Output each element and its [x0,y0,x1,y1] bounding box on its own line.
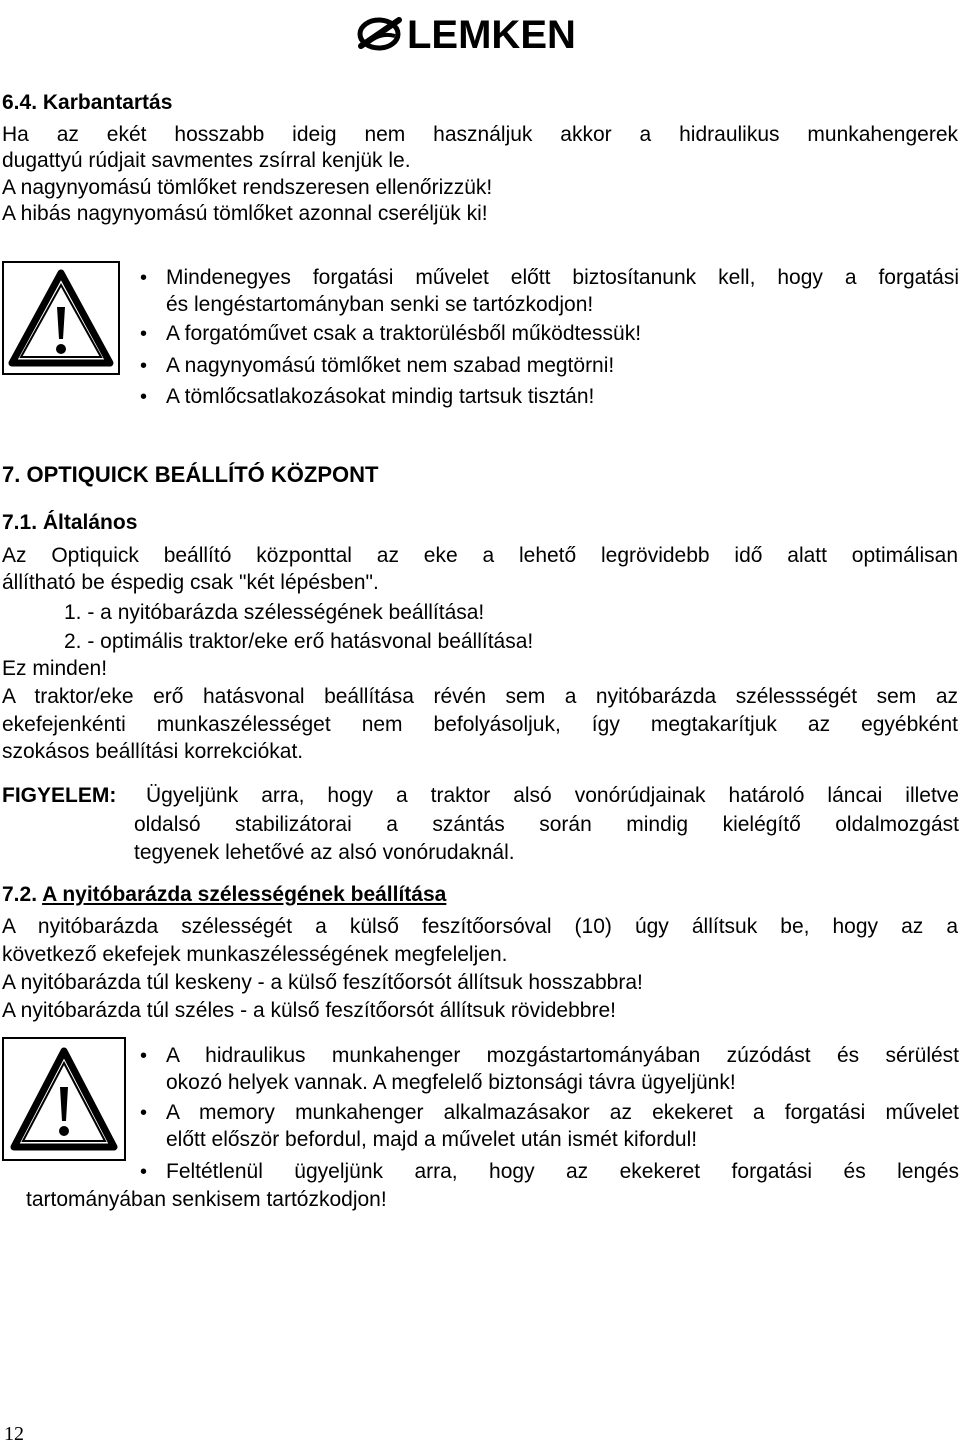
step-item: 1. - a nyitóbarázda szélességének beállítása! [64,601,485,624]
lemken-logo-mark [355,12,607,64]
paragraph-line: A nyitóbarázda túl széles - a külső feszítőorsót állítsuk rövidebbre! [2,999,616,1022]
bullet-icon: • [140,1102,148,1124]
warning-item: A nagynyomású tömlőket nem szabad megtörni! [166,354,615,377]
warning-item: tartományában senkisem tartózkodjon! [26,1188,387,1211]
paragraph-line: A nyitóbarázda túl keskeny - a külső feszítőorsót állítsuk hosszabbra! [2,971,643,994]
warning-item: előtt először befordul, majd a művelet után ismét kifordul! [166,1128,698,1151]
section-heading-7-2 [2,881,446,909]
bullet-icon: • [140,1161,148,1183]
section-heading-7-1: 7.1. Általános [2,511,138,534]
attention-text: Ügyeljünk arra, hogy a traktor alsó vonórúdjainak határoló láncai illetve [146,784,959,807]
paragraph-line: ekefejenkénti munkaszélességet nem befolyásoljuk, így megtakarítjuk az egyébként [2,713,958,736]
paragraph-line: állítható be éspedig csak "két lépésben". [2,571,379,594]
attention-text: tegyenek lehetővé az alsó vonórudaknál. [134,841,515,864]
bullet-icon: • [140,323,148,345]
paragraph-line: Ha az ekét hosszabb ideig nem használjuk akkor a hidraulikus munkahengerek [2,123,958,146]
warning-item: A memory munkahenger alkalmazásakor az ekekeret a forgatási művelet [166,1101,959,1124]
paragraph-line: Ez minden! [2,657,108,680]
attention-label: FIGYELEM: [2,784,117,807]
warning-item: és lengéstartományban senki se tartózkodjon! [166,293,594,316]
warning-item: okozó helyek vannak. A megfelelő biztonsági távra ügyeljünk! [166,1071,736,1094]
warning-triangle-icon [4,263,118,373]
paragraph-line: szokásos beállítási korrekciókat. [2,740,304,763]
section-heading-7: 7. OPTIQUICK BEÁLLÍTÓ KÖZPONT [2,462,379,487]
paragraph-line: A traktor/eke erő hatásvonal beállítása révén sem a nyitóbarázda szélessségét sem az [2,685,958,708]
section-number: 7.2. [2,883,43,906]
step-item: 2. - optimális traktor/eke erő hatásvonal beállítása! [64,630,534,653]
section-title: A nyitóbarázda szélességének beállítása [42,883,447,906]
paragraph-line: Az Optiquick beállító központtal az eke a lehető legrövidebb idő alatt optimálisan [2,544,958,567]
warning-box [2,261,120,375]
section-heading-6-4: 6.4. Karbantartás [2,91,173,114]
warning-box [2,1037,126,1161]
paragraph-line: A nyitóbarázda szélességét a külső feszítőorsóval (10) úgy állítsuk be, hogy az a [2,915,958,938]
bullet-icon: • [140,386,148,408]
warning-triangle-icon [4,1039,124,1159]
bullet-icon: • [140,267,148,289]
warning-item: Mindenegyes forgatási művelet előtt biztosítanunk kell, hogy a forgatási [166,266,959,289]
attention-text: oldalsó stabilizátorai a szántás során mindig kielégítő oldalmozgást [134,813,959,836]
page-number: 12 [4,1423,24,1445]
paragraph-line: A nagynyomású tömlőket rendszeresen ellenőrizzük! [2,176,493,199]
bullet-icon: • [140,355,148,377]
warning-item: A tömlőcsatlakozásokat mindig tartsuk tisztán! [166,385,595,408]
brand-name: LEMKEN [407,13,576,57]
warning-item: A hidraulikus munkahenger mozgástartományában zúzódást és sérülést [166,1044,959,1067]
warning-item: A forgatóművet csak a traktorülésből működtessük! [166,322,642,345]
warning-item: Feltétlenül ügyeljünk arra, hogy az ekekeret forgatási és lengés [166,1160,959,1183]
paragraph-line: dugattyú rúdjait savmentes zsírral kenjük le. [2,149,411,172]
bullet-icon: • [140,1045,148,1067]
paragraph-line: A hibás nagynyomású tömlőket azonnal cseréljük ki! [2,202,488,225]
paragraph-line: következő ekefejek munkaszélességének megfeleljen. [2,943,508,966]
lemken-logo [355,12,607,64]
